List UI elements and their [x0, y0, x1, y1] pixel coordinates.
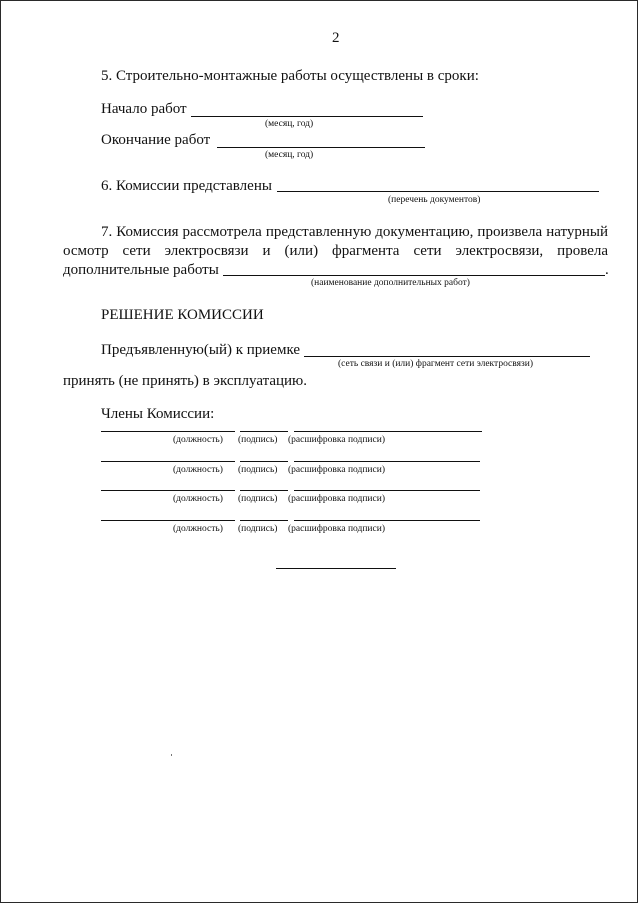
section7-line2: осмотр сети электросвязи и (или) фрагмента сети электросвязи, провела	[63, 243, 608, 259]
signature-line	[240, 520, 288, 521]
section6-text: 6. Комиссии представлены	[101, 178, 272, 194]
start-label: Начало работ	[101, 101, 187, 117]
decision-text: Предъявленную(ый) к приемке	[101, 342, 301, 358]
decoding-caption: (расшифровка подписи)	[288, 465, 385, 475]
documents-field-line	[277, 191, 599, 192]
signature-line	[240, 431, 288, 432]
signature-line	[240, 461, 288, 462]
section7-period: .	[605, 262, 609, 278]
decision-caption: (сеть связи и (или) фрагмент сети электросвязи)	[338, 359, 533, 369]
scan-speck	[171, 754, 172, 756]
decoding-caption: (расшифровка подписи)	[288, 435, 385, 445]
decoding-caption: (расшифровка подписи)	[288, 494, 385, 504]
section6-caption: (перечень документов)	[388, 195, 481, 205]
position-caption: (должность)	[173, 435, 223, 445]
network-field-line	[304, 356, 590, 357]
decoding-line	[294, 431, 482, 432]
section7-line3: дополнительные работы	[63, 262, 219, 278]
end-label: Окончание работ	[101, 132, 211, 148]
signature-caption: (подпись)	[238, 435, 278, 445]
signature-line	[240, 490, 288, 491]
signature-caption: (подпись)	[238, 524, 278, 534]
start-caption: (месяц, год)	[265, 119, 314, 129]
decision-result: принять (не принять) в эксплуатацию.	[63, 373, 308, 389]
position-line	[101, 461, 235, 462]
decoding-caption: (расшифровка подписи)	[288, 524, 385, 534]
page-number: 2	[332, 30, 340, 46]
section5-heading: 5. Строительно-монтажные работы осуществлены в сроки:	[101, 68, 479, 84]
signature-caption: (подпись)	[238, 494, 278, 504]
section7-line1: 7. Комиссия рассмотрела представленную документацию, произвела натурный	[101, 224, 608, 240]
works-field-line	[223, 275, 605, 276]
decision-heading: РЕШЕНИЕ КОМИССИИ	[101, 307, 264, 323]
position-line	[101, 431, 235, 432]
decoding-line	[294, 461, 480, 462]
position-line	[101, 520, 235, 521]
decoding-line	[294, 520, 480, 521]
signature-caption: (подпись)	[238, 465, 278, 475]
end-divider-line	[276, 568, 396, 569]
decoding-line	[294, 490, 480, 491]
position-caption: (должность)	[173, 465, 223, 475]
section7-caption: (наименование дополнительных работ)	[311, 278, 470, 288]
end-caption: (месяц, год)	[265, 150, 314, 160]
position-caption: (должность)	[173, 524, 223, 534]
position-caption: (должность)	[173, 494, 223, 504]
position-line	[101, 490, 235, 491]
members-heading: Члены Комиссии:	[101, 406, 215, 422]
end-field-line	[217, 147, 425, 148]
start-field-line	[191, 116, 423, 117]
